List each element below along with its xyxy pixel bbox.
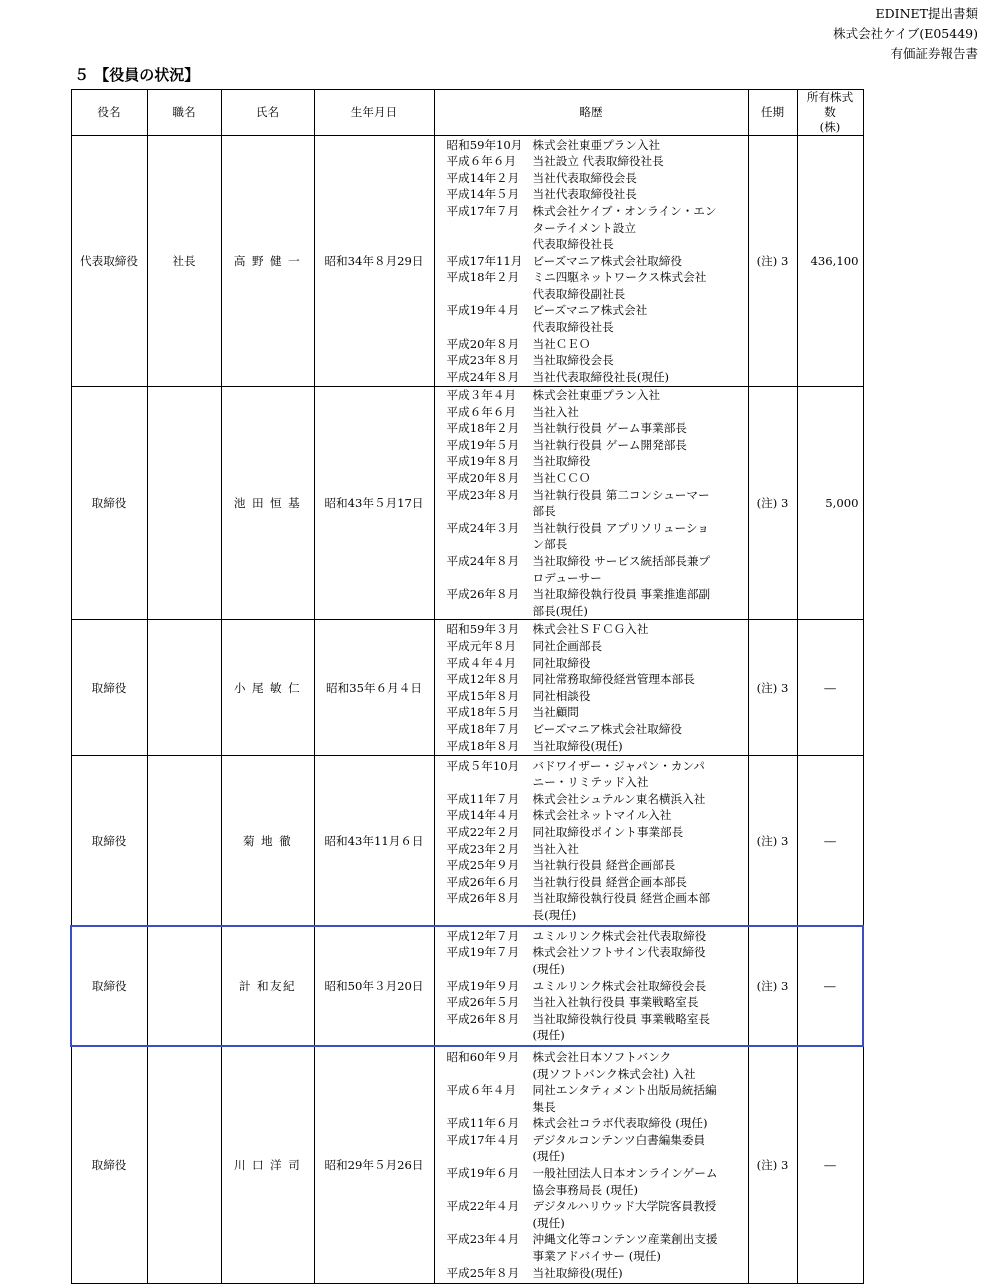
career-date: 平成６年６月 xyxy=(446,154,517,169)
career-entry xyxy=(530,928,744,945)
career-entry xyxy=(530,437,744,454)
career-text: 当社執行役員 第二コンシューマー xyxy=(532,487,710,502)
career-date: 平成３年４月 xyxy=(446,388,517,402)
career-text: デジタルコンテンツ白書編集委員 xyxy=(532,1132,706,1147)
career-entry xyxy=(530,1115,744,1132)
career-text: 当社取締役 xyxy=(532,454,591,469)
career-text: 当社入社 xyxy=(532,841,579,856)
career-entry xyxy=(530,453,744,470)
career-entry xyxy=(530,874,744,891)
officer-term: (注) 3 xyxy=(748,756,797,926)
career-text: 株式会社ＳＦＣＧ入社 xyxy=(532,622,649,637)
career-entry xyxy=(530,1132,744,1165)
officer-name: 計 和友紀 xyxy=(221,926,314,1046)
career-entry xyxy=(530,170,744,187)
career-text: ビーズマニア株式会社取締役 xyxy=(532,722,682,736)
career-entry xyxy=(530,1049,744,1082)
officer-position xyxy=(147,926,221,1046)
career-date: 昭和59年10月 xyxy=(446,137,523,152)
career-date: 平成26年５月 xyxy=(446,995,520,1010)
career-text: 株式会社日本ソフトバンク xyxy=(532,1049,672,1064)
career-text: 当社ＣＣＯ xyxy=(532,470,591,485)
career-date: 平成25年９月 xyxy=(446,858,520,873)
career-text: 当社取締役(現任) xyxy=(532,738,623,753)
career-entry xyxy=(530,203,744,253)
officer-row xyxy=(71,136,863,387)
officer-dob: 昭和43年11月６日 xyxy=(314,756,434,926)
career-entry xyxy=(530,758,744,791)
career-text: 代表取締役社長 xyxy=(532,320,614,335)
career-date: 平成14年４月 xyxy=(446,808,520,823)
career-entry xyxy=(530,553,744,586)
career-date: 平成６年４月 xyxy=(446,1083,517,1098)
officer-career xyxy=(434,387,748,620)
career-date: 平成17年７月 xyxy=(446,203,520,218)
officer-position xyxy=(147,387,221,620)
career-date: 平成14年２月 xyxy=(446,170,520,185)
officer-role: 取締役 xyxy=(71,926,147,1046)
career-entry xyxy=(530,994,744,1011)
career-entry xyxy=(530,738,744,755)
career-text: 株式会社東亜プラン入社 xyxy=(532,137,661,152)
career-entry xyxy=(530,1198,744,1231)
career-list xyxy=(439,137,744,386)
officer-term: (注) 3 xyxy=(748,136,797,387)
career-date: 平成14年５月 xyxy=(446,187,520,202)
career-text: 当社執行役員 ゲーム事業部長 xyxy=(532,421,687,436)
career-text: 同社取締役ポイント事業部長 xyxy=(532,824,684,839)
career-date: 平成19年８月 xyxy=(446,454,520,469)
officer-row xyxy=(71,926,863,1046)
career-text: 当社入社執行役員 事業戦略室長 xyxy=(532,995,699,1010)
career-entry xyxy=(530,487,744,520)
career-text: 当社代表取締役社長 xyxy=(532,187,637,202)
officer-term: (注) 3 xyxy=(748,620,797,756)
career-entry xyxy=(530,253,744,270)
col-header-term: 任期 xyxy=(748,90,797,136)
career-date: 平成12年８月 xyxy=(446,672,520,687)
col-header-shares: 所有株式数 (株) xyxy=(797,90,863,136)
career-text: 当社顧問 xyxy=(532,705,579,720)
career-date: 平成26年８月 xyxy=(446,587,520,602)
officer-dob: 昭和35年６月４日 xyxy=(314,620,434,756)
officer-career xyxy=(434,620,748,756)
career-entry xyxy=(530,1165,744,1198)
officer-term: (注) 3 xyxy=(748,926,797,1046)
career-entry xyxy=(530,721,744,738)
document-header xyxy=(833,4,978,64)
career-date: 昭和59年３月 xyxy=(446,622,520,637)
career-date: 平成11年６月 xyxy=(446,1116,520,1131)
career-text: 集長 xyxy=(532,1099,556,1114)
career-date: 平成17年４月 xyxy=(446,1132,520,1147)
career-text: 当社設立 代表取締役社長 xyxy=(532,154,664,169)
career-date: 平成18年５月 xyxy=(446,705,520,720)
officer-row xyxy=(71,620,863,756)
career-entry xyxy=(530,302,744,335)
career-text: 部長(現任) xyxy=(532,603,588,618)
career-date: 平成26年８月 xyxy=(446,1011,520,1026)
career-text: 当社取締役(現任) xyxy=(532,1265,623,1280)
col-header-career: 略歴 xyxy=(434,90,748,136)
career-date: 平成23年８月 xyxy=(446,353,520,368)
career-text: 株式会社シュテルン東名横浜入社 xyxy=(532,791,706,806)
career-text: バドワイザー・ジャパン・カンパ xyxy=(532,758,705,773)
officer-role: 取締役 xyxy=(71,1046,147,1284)
company-name: 株式会社ケイブ(E05449) xyxy=(833,26,978,41)
career-text: 株式会社東亜プラン入社 xyxy=(532,388,661,402)
officer-role: 代表取締役 xyxy=(71,136,147,387)
career-date: 平成18年２月 xyxy=(446,421,520,436)
career-entry xyxy=(530,520,744,553)
career-text: (現任) xyxy=(532,1149,565,1164)
career-date: 平成18年７月 xyxy=(446,722,520,736)
career-text: 当社代表取締役会長 xyxy=(532,170,637,185)
officer-career xyxy=(434,1046,748,1284)
career-date: 平成23年２月 xyxy=(446,841,520,856)
career-entry xyxy=(530,420,744,437)
career-entry xyxy=(530,1011,744,1044)
career-entry xyxy=(530,153,744,170)
section-title: ５ 【役員の状況】 xyxy=(74,66,200,84)
career-entry xyxy=(530,978,744,995)
career-text: ターテイメント設立 xyxy=(532,220,636,235)
career-date: 平成24年８月 xyxy=(446,553,520,568)
career-text: 同社相談役 xyxy=(532,688,591,703)
career-text: 当社取締役会長 xyxy=(532,353,614,368)
career-text: 長(現任) xyxy=(532,907,577,922)
career-date: 平成25年８月 xyxy=(446,1265,520,1280)
officer-shares: 436,100 xyxy=(797,136,863,387)
career-text: ニー・リミテッド入社 xyxy=(532,775,649,790)
officer-career xyxy=(434,926,748,1046)
career-entry xyxy=(530,791,744,808)
officer-role: 取締役 xyxy=(71,620,147,756)
officer-shares: ― xyxy=(797,620,863,756)
career-entry xyxy=(530,586,744,619)
career-text: (現任) xyxy=(532,961,565,976)
career-text: 沖縄文化等コンテンツ産業創出支援 xyxy=(532,1232,718,1247)
career-entry xyxy=(530,1265,744,1282)
career-text: 当社代表取締役社長(現任) xyxy=(532,369,670,384)
career-date: 平成23年４月 xyxy=(446,1232,520,1247)
officer-name: 菊 地 徹 xyxy=(221,756,314,926)
career-entry xyxy=(530,137,744,154)
officer-position xyxy=(147,620,221,756)
career-entry xyxy=(530,1231,744,1264)
career-text: 当社入社 xyxy=(532,404,579,419)
career-date: 平成18年２月 xyxy=(446,270,520,285)
officer-name: 高 野 健 一 xyxy=(221,136,314,387)
career-list xyxy=(439,387,744,619)
officer-row xyxy=(71,387,863,620)
career-date: 平成24年３月 xyxy=(446,520,520,535)
career-date: 平成20年８月 xyxy=(446,336,520,351)
career-date: 平成20年８月 xyxy=(446,470,520,485)
career-text: ユミルリンク株式会社取締役会長 xyxy=(532,978,707,993)
career-date: 平成22年４月 xyxy=(446,1199,520,1214)
career-list xyxy=(439,758,744,924)
officer-career xyxy=(434,756,748,926)
career-text: 協会事務局長 (現任) xyxy=(532,1182,638,1197)
career-entry xyxy=(530,944,744,977)
career-entry xyxy=(530,269,744,302)
career-text: 当社執行役員 経営企画部長 xyxy=(532,858,676,873)
officer-shares: 5,000 xyxy=(797,387,863,620)
officer-dob: 昭和34年８月29日 xyxy=(314,136,434,387)
col-header-role: 役名 xyxy=(71,90,147,136)
career-text: 当社取締役執行役員 事業戦略室長 xyxy=(532,1011,711,1026)
career-text: ン部長 xyxy=(532,537,568,552)
career-date: 平成15年８月 xyxy=(446,688,520,703)
col-header-dob: 生年月日 xyxy=(314,90,434,136)
career-text: 一般社団法人日本オンラインゲーム xyxy=(532,1166,718,1181)
officer-term: (注) 3 xyxy=(748,1046,797,1284)
career-text: ビーズマニア株式会社取締役 xyxy=(532,253,682,268)
officer-row xyxy=(71,756,863,926)
career-text: 当社ＣＥＯ xyxy=(532,336,591,351)
officer-role: 取締役 xyxy=(71,756,147,926)
career-date: 平成12年７月 xyxy=(446,928,520,943)
career-entry xyxy=(530,387,744,404)
officer-position: 社長 xyxy=(147,136,221,387)
career-date: 平成17年11月 xyxy=(446,253,523,268)
career-text: 当社執行役員 経営企画本部長 xyxy=(532,874,687,889)
officer-shares: ― xyxy=(797,756,863,926)
career-text: 当社執行役員 アプリソリューショ xyxy=(532,520,709,535)
career-text: 同社取締役 xyxy=(532,655,591,670)
career-text: 当社執行役員 ゲーム開発部長 xyxy=(532,437,687,452)
career-date: 平成元年８月 xyxy=(446,639,517,654)
career-date: 平成23年８月 xyxy=(446,487,520,502)
career-entry xyxy=(530,655,744,672)
career-text: 株式会社ケイブ・オンライン・エン xyxy=(532,203,717,218)
career-date: 平成19年４月 xyxy=(446,303,520,318)
career-date: 平成４年４月 xyxy=(446,655,517,670)
career-text: 当社取締役執行役員 経営企画本部 xyxy=(532,891,711,906)
career-list xyxy=(439,1049,744,1281)
career-date: 平成19年９月 xyxy=(446,978,520,993)
career-text: (現任) xyxy=(532,1028,565,1043)
career-entry xyxy=(530,1082,744,1115)
officer-dob: 昭和50年３月20日 xyxy=(314,926,434,1046)
career-date: 平成19年５月 xyxy=(446,437,520,452)
career-text: 同社企画部長 xyxy=(532,639,603,654)
officer-name: 池 田 恒 基 xyxy=(221,387,314,620)
career-entry xyxy=(530,470,744,487)
officer-position xyxy=(147,756,221,926)
career-list xyxy=(439,928,744,1044)
career-entry xyxy=(530,336,744,353)
career-text: 株式会社ソフトサイン代表取締役 xyxy=(532,945,706,960)
career-entry xyxy=(530,186,744,203)
career-date: 平成18年８月 xyxy=(446,738,520,753)
career-text: 同社エンタティメント出版局統括編 xyxy=(532,1083,717,1098)
officers-table-body xyxy=(71,136,863,1284)
career-date: 昭和60年９月 xyxy=(446,1049,520,1064)
career-date: 平成11年７月 xyxy=(446,791,520,806)
career-entry xyxy=(530,688,744,705)
officer-name: 川 口 洋 司 xyxy=(221,1046,314,1284)
career-date: 平成５年10月 xyxy=(446,758,520,773)
report-type: 有価証券報告書 xyxy=(890,46,978,61)
officer-term: (注) 3 xyxy=(748,387,797,620)
career-text: 代表取締役副社長 xyxy=(532,286,626,301)
officer-shares: ― xyxy=(797,926,863,1046)
career-entry xyxy=(530,638,744,655)
officer-row xyxy=(71,1046,863,1284)
career-text: デジタルハリウッド大学院客員教授 xyxy=(532,1199,717,1214)
career-entry xyxy=(530,807,744,824)
col-header-position: 職名 xyxy=(147,90,221,136)
career-entry xyxy=(530,621,744,638)
career-text: 代表取締役社長 xyxy=(532,237,614,252)
officers-table xyxy=(70,89,864,1284)
career-entry xyxy=(530,824,744,841)
career-entry xyxy=(530,369,744,386)
career-date: 平成22年２月 xyxy=(446,824,520,839)
officer-dob: 昭和29年５月26日 xyxy=(314,1046,434,1284)
career-entry xyxy=(530,841,744,858)
career-entry xyxy=(530,352,744,369)
table-header-row xyxy=(71,90,863,136)
career-date: 平成24年８月 xyxy=(446,369,520,384)
career-text: ミニ四駆ネットワークス株式会社 xyxy=(532,270,707,285)
officer-name: 小 尾 敏 仁 xyxy=(221,620,314,756)
career-date: 平成19年６月 xyxy=(446,1166,520,1181)
career-text: ビーズマニア株式会社 xyxy=(532,303,648,318)
career-list xyxy=(439,621,744,754)
career-text: (現任) xyxy=(532,1215,565,1230)
career-text: 当社取締役執行役員 事業推進部副 xyxy=(532,587,711,602)
career-text: (現ソフトバンク株式会社) 入社 xyxy=(532,1066,696,1081)
career-date: 平成19年７月 xyxy=(446,945,520,960)
officer-career xyxy=(434,136,748,387)
officer-dob: 昭和43年５月17日 xyxy=(314,387,434,620)
career-entry xyxy=(530,857,744,874)
career-entry xyxy=(530,404,744,421)
officer-shares: ― xyxy=(797,1046,863,1284)
career-entry xyxy=(530,671,744,688)
career-text: 株式会社コラボ代表取締役 (現任) xyxy=(532,1116,708,1131)
career-entry xyxy=(530,890,744,923)
officer-position xyxy=(147,1046,221,1284)
career-text: 部長 xyxy=(532,504,556,519)
career-entry xyxy=(530,704,744,721)
career-text: ロデューサー xyxy=(532,570,602,585)
col-header-name: 氏名 xyxy=(221,90,314,136)
career-text: 事業アドバイサー (現任) xyxy=(532,1249,661,1264)
edinet-label: EDINET提出書類 xyxy=(875,6,978,21)
officer-role: 取締役 xyxy=(71,387,147,620)
career-date: 平成26年８月 xyxy=(446,891,520,906)
career-text: 同社常務取締役経営管理本部長 xyxy=(532,672,695,687)
career-date: 平成６年６月 xyxy=(446,404,517,419)
career-date: 平成26年６月 xyxy=(446,874,520,889)
career-text: 株式会社ネットマイル入社 xyxy=(532,808,672,823)
career-text: 当社取締役 サービス統括部長兼プ xyxy=(532,553,711,568)
career-text: ユミルリンク株式会社代表取締役 xyxy=(532,928,707,943)
